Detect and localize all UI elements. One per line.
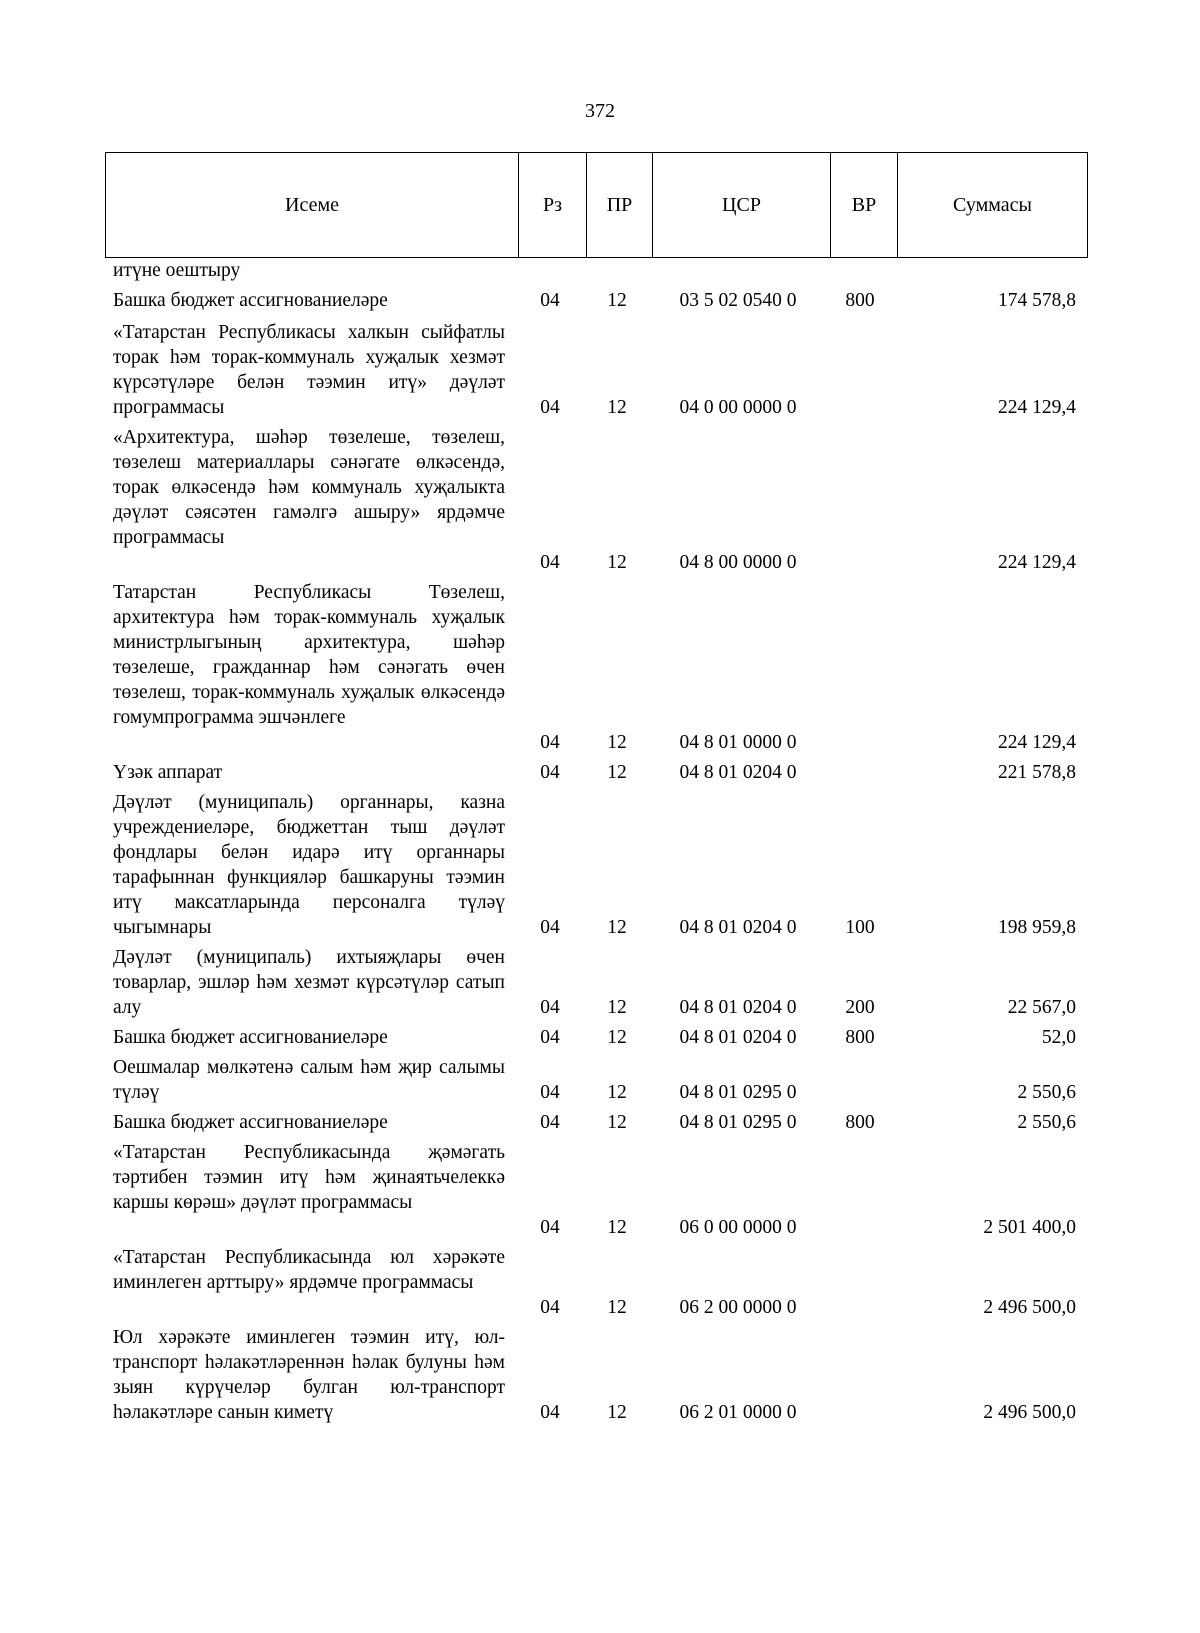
row-name: Башка бюджет ассигнованиеләре [113, 1112, 388, 1133]
row-pr: 12 [607, 1082, 627, 1103]
row-csr: 06 0 00 0000 0 [679, 1217, 797, 1238]
table-row [0, 1025, 1200, 1050]
row-name: Юл хәрәкәте иминлеген тәэмин итү, юл-транспорт һәлакәтләреннән һәлак булуны һәм зыян күрүчеләр булган юл-транспорт һәлакәтләре санын киметү [113, 1327, 505, 1423]
table-row [0, 790, 1200, 940]
row-pr: 12 [607, 1217, 627, 1238]
row-pr: 12 [607, 917, 627, 938]
row-name: Дәүләт (муниципаль) органнары, казна учреждениеләре, бюджеттан тыш дәүләт фондлары белән идарә итү органнары тарафыннан функцияләр башкаруны тәэмин итү максатларында персоналга түләү чыгымнары [113, 792, 505, 938]
table-row [0, 1140, 1200, 1240]
row-pr: 12 [607, 1402, 627, 1423]
row-csr: 04 8 01 0295 0 [679, 1112, 797, 1133]
row-rz: 04 [540, 290, 560, 311]
row-sum: 221 578,8 [998, 762, 1076, 783]
header-csr: ЦСР [653, 153, 831, 257]
row-name: Татарстан Республикасы Төзелеш, архитектура һәм торак-коммуналь хуҗалык министрлыгының архитектура, шәһәр төзелеше, гражданнар һәм сәнәгать өчен төзелеш, торак-коммуналь хуҗалык өлкәсендә гомумпрограмма эшчәнлеге [113, 582, 505, 728]
table-row [0, 1110, 1200, 1135]
row-vr: 800 [845, 1112, 875, 1133]
row-name: «Татарстан Республикасы халкын сыйфатлы торак һәм торак-коммуналь хуҗалык хезмәт күрсәтүләре белән тәэмин итү» дәүләт программасы [113, 322, 505, 418]
row-csr: 04 8 01 0204 0 [679, 1027, 797, 1048]
row-rz: 04 [540, 917, 560, 938]
table-row [0, 288, 1200, 313]
row-csr: 06 2 01 0000 0 [679, 1402, 797, 1423]
header-sum: Суммасы [953, 193, 1032, 216]
row-rz: 04 [540, 1082, 560, 1103]
row-sum: 52,0 [1041, 1027, 1076, 1048]
row-rz: 04 [540, 1027, 560, 1048]
table-row [0, 425, 1200, 575]
row-sum: 2 550,6 [1017, 1112, 1076, 1133]
page-number: 372 [585, 100, 615, 122]
row-rz: 04 [540, 1217, 560, 1238]
row-sum: 224 129,4 [998, 732, 1076, 753]
row-pr: 12 [607, 290, 627, 311]
table-row [0, 760, 1200, 785]
row-vr: 200 [845, 997, 875, 1018]
row-pr: 12 [607, 552, 627, 573]
table-row [0, 1055, 1200, 1105]
row-csr: 03 5 02 0540 0 [679, 290, 797, 311]
row-name: Башка бюджет ассигнованиеләре [113, 1027, 388, 1048]
row-rz: 04 [540, 1297, 560, 1318]
table-row [0, 580, 1200, 755]
row-vr: 100 [845, 917, 875, 938]
row-csr: 04 0 00 0000 0 [679, 397, 797, 418]
row-pr: 12 [607, 732, 627, 753]
row-name: «Татарстан Республикасында юл хәрәкәте иминлеген арттыру» ярдәмче программасы [113, 1247, 505, 1293]
row-pr: 12 [607, 1112, 627, 1133]
table-row [0, 1245, 1200, 1320]
row-pr: 12 [607, 1027, 627, 1048]
header-pr: ПР [587, 153, 653, 257]
row-sum: 2 550,6 [1017, 1082, 1076, 1103]
row-name: Оешмалар мөлкәтенә салым һәм җир салымы түләү [113, 1057, 505, 1103]
row-rz: 04 [540, 1402, 560, 1423]
row-sum: 174 578,8 [998, 290, 1076, 311]
row-name: Башка бюджет ассигнованиеләре [113, 290, 388, 311]
row-rz: 04 [540, 997, 560, 1018]
row-csr: 04 8 01 0000 0 [679, 732, 797, 753]
row-csr: 04 8 01 0204 0 [679, 762, 797, 783]
row-sum: 224 129,4 [998, 397, 1076, 418]
row-vr: 800 [845, 290, 875, 311]
row-name: Үзәк аппарат [113, 762, 223, 783]
row-name: «Архитектура, шәһәр төзелеше, төзелеш, төзелеш материаллары сәнәгате өлкәсендә, торак өлкәсендә һәм коммуналь хуҗалыкта дәүләт сәясәтен гамәлгә ашыру» ярдәмче программасы [113, 427, 505, 548]
row-pr: 12 [607, 397, 627, 418]
row-csr: 04 8 01 0295 0 [679, 1082, 797, 1103]
row-pr: 12 [607, 997, 627, 1018]
table-row [0, 258, 1200, 283]
row-csr: 04 8 01 0204 0 [679, 997, 797, 1018]
row-sum: 224 129,4 [998, 552, 1076, 573]
row-rz: 04 [540, 1112, 560, 1133]
row-name: итүне оештыру [113, 260, 241, 281]
row-rz: 04 [540, 732, 560, 753]
row-rz: 04 [540, 552, 560, 573]
table-row [0, 945, 1200, 1020]
row-csr: 04 8 01 0204 0 [679, 917, 797, 938]
header-rz: Рз [519, 153, 587, 257]
row-sum: 2 501 400,0 [983, 1217, 1076, 1238]
row-csr: 06 2 00 0000 0 [679, 1297, 797, 1318]
table-row [0, 1325, 1200, 1425]
row-sum: 2 496 500,0 [983, 1297, 1076, 1318]
row-csr: 04 8 00 0000 0 [679, 552, 797, 573]
row-vr: 800 [845, 1027, 875, 1048]
row-name: «Татарстан Республикасында җәмәгать тәртибен тәэмин итү һәм җинаятьчелеккә каршы көрәш» дәүләт программасы [113, 1142, 505, 1213]
row-name: Дәүләт (муниципаль) ихтыяҗлары өчен товарлар, эшләр һәм хезмәт күрсәтүләр сатып алу [113, 947, 505, 1018]
row-sum: 198 959,8 [998, 917, 1076, 938]
row-rz: 04 [540, 762, 560, 783]
header-name: Исеме [106, 153, 519, 257]
table-row [0, 320, 1200, 420]
row-rz: 04 [540, 397, 560, 418]
row-sum: 2 496 500,0 [983, 1402, 1076, 1423]
header-vr: ВР [831, 153, 898, 257]
row-pr: 12 [607, 1297, 627, 1318]
table-header [105, 152, 1088, 258]
row-sum: 22 567,0 [1007, 997, 1076, 1018]
row-pr: 12 [607, 762, 627, 783]
